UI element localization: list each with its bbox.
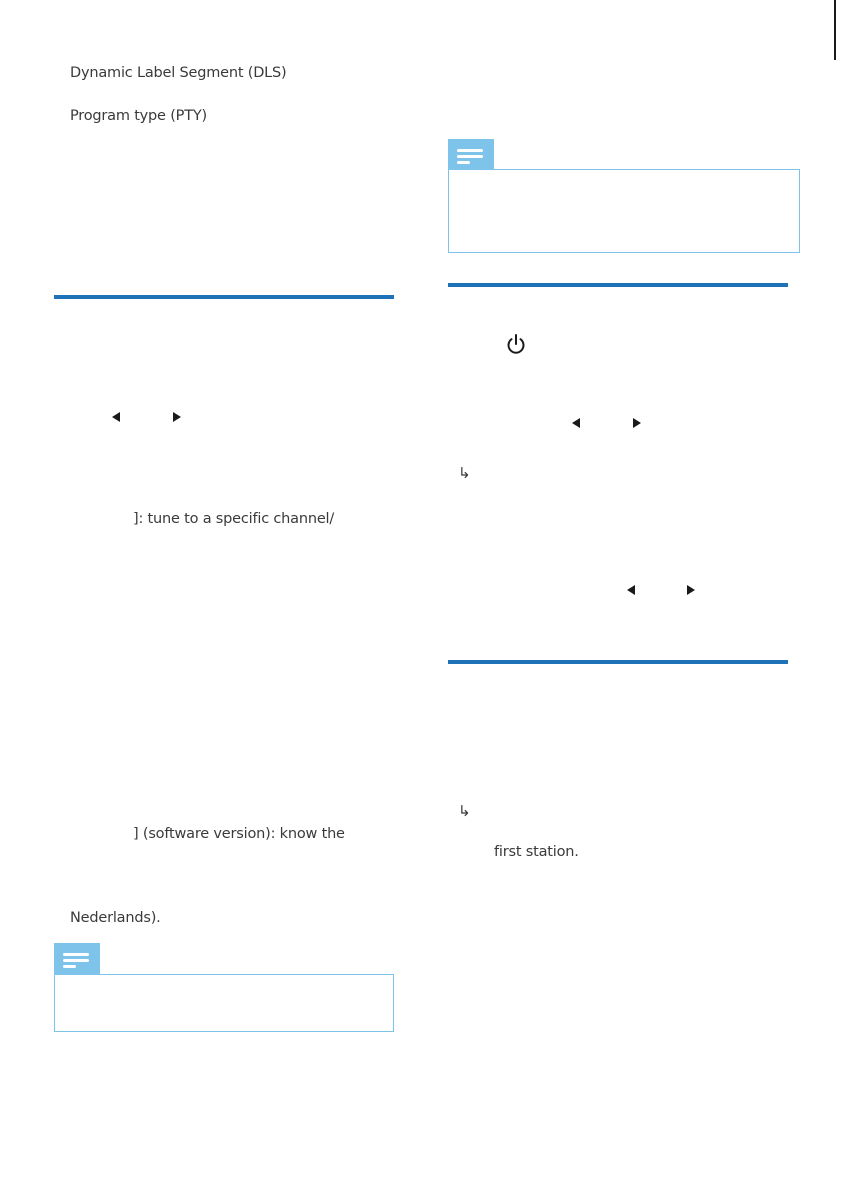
- note-box: [448, 169, 800, 253]
- left-triangle-icon: [627, 585, 635, 595]
- power-icon: [505, 333, 527, 355]
- left-triangle-icon: [112, 412, 120, 422]
- result-arrow-icon: ↳: [458, 464, 471, 482]
- note-icon: [54, 943, 100, 974]
- note-icon: [448, 139, 494, 170]
- right-triangle-icon: [687, 585, 695, 595]
- section-rule: [448, 660, 788, 664]
- pty-line: Program type (PTY): [70, 108, 207, 124]
- dls-line: Dynamic Label Segment (DLS): [70, 65, 287, 81]
- left-triangle-icon: [572, 418, 580, 428]
- right-triangle-icon: [173, 412, 181, 422]
- tune-line: ]: tune to a specific channel/: [133, 511, 335, 527]
- result-arrow-icon: ↳: [458, 802, 471, 820]
- section-rule: [54, 295, 394, 299]
- section-rule: [448, 283, 788, 287]
- software-version-line: ] (software version): know the: [133, 826, 345, 842]
- page-edge-marker: [834, 0, 836, 60]
- note-box: [54, 974, 394, 1032]
- first-station-line: first station.: [494, 844, 579, 860]
- nederlands-line: Nederlands).: [70, 910, 161, 926]
- right-triangle-icon: [633, 418, 641, 428]
